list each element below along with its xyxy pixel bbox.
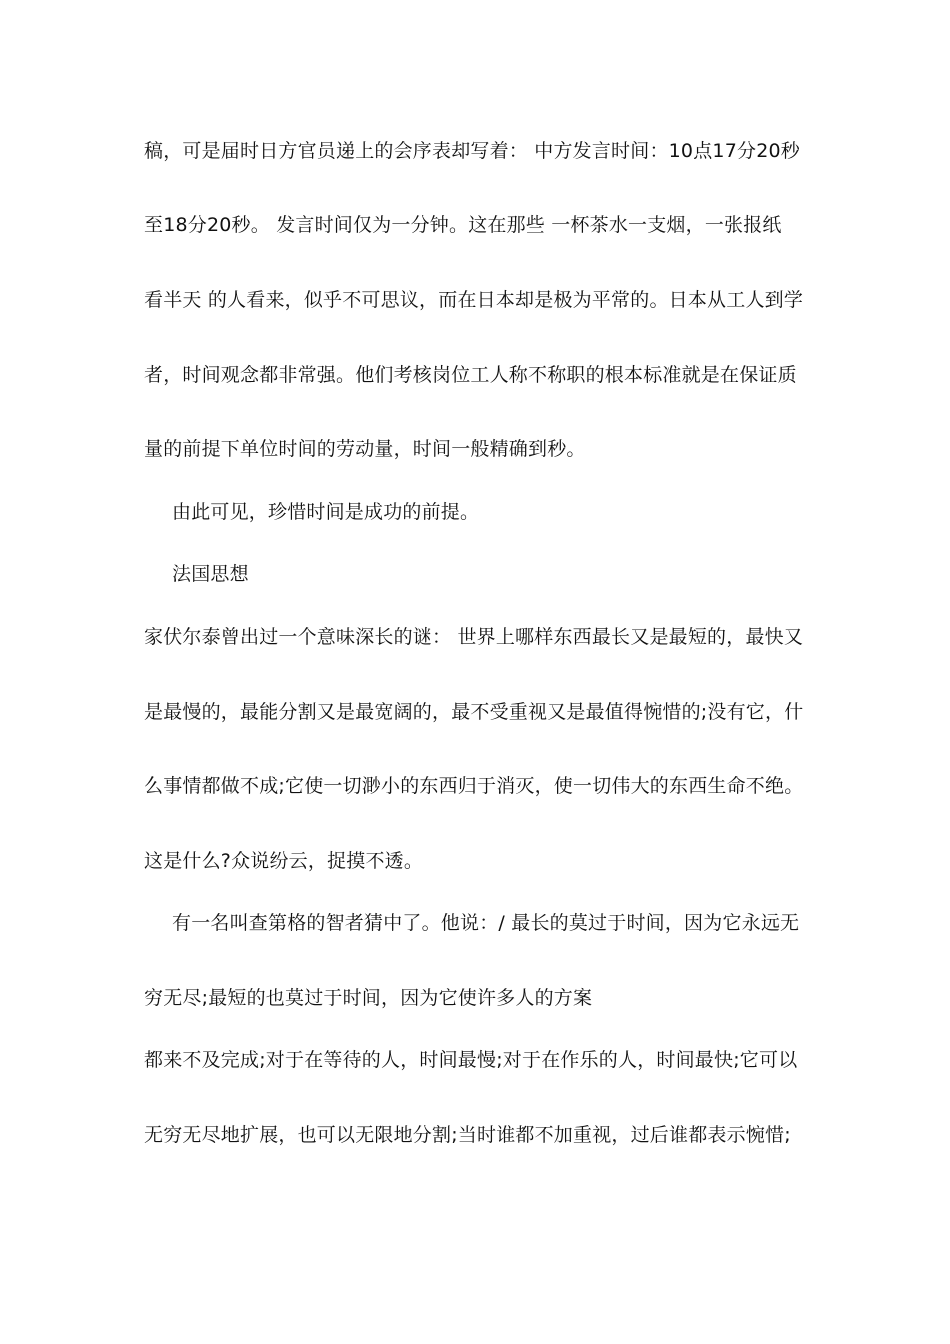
paragraph-first-line: 法国思想 — [172, 563, 249, 585]
text-line: 家伏尔泰曾出过一个意味深长的谜： 世界上哪样东西最长又是最短的，最快又 — [144, 626, 804, 648]
text-line: 这是什么?众说纷云，捉摸不透。 — [144, 850, 424, 872]
text-line: 看半天 的人看来，似乎不可思议，而在日本却是极为平常的。日本从工人到学 — [144, 289, 804, 311]
text-line: 者，时间观念都非常强。他们考核岗位工人称不称职的根本标准就是在保证质 — [144, 364, 797, 386]
paragraph-first-line: 由此可见，珍惜时间是成功的前提。 — [172, 501, 480, 523]
paragraph-first-line: 有一名叫查第格的智者猜中了。他说：/ 最长的莫过于时间，因为它永远无 — [172, 912, 800, 934]
text-line: 量的前提下单位时间的劳动量，时间一般精确到秒。 — [144, 438, 586, 460]
text-line: 至18分20秒。 发言时间仅为一分钟。这在那些 一杯茶水一支烟，一张报纸 — [144, 214, 782, 236]
text-line: 么事情都做不成;它使一切渺小的东西归于消灭，使一切伟大的东西生命不绝。 — [144, 775, 804, 797]
text-line: 无穷无尽地扩展，也可以无限地分割;当时谁都不加重视，过后谁都表示惋惜; — [144, 1124, 791, 1146]
text-line: 都来不及完成;对于在等待的人，时间最慢;对于在作乐的人，时间最快;它可以 — [144, 1049, 798, 1071]
text-line: 是最慢的，最能分割又是最宽阔的，最不受重视又是最值得惋惜的;没有它，什 — [144, 701, 804, 723]
text-line: 穷无尽;最短的也莫过于时间，因为它使许多人的方案 — [144, 987, 593, 1009]
text-line: 稿，可是届时日方官员递上的会序表却写着： 中方发言时间：10点17分20秒 — [144, 140, 800, 162]
